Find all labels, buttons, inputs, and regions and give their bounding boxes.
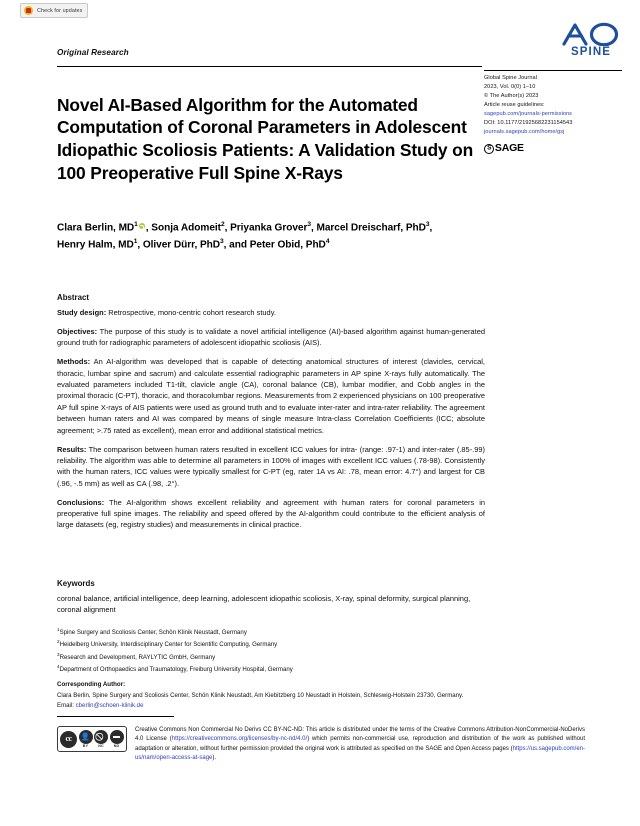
license-text [135,726,585,764]
cc-main-col [60,731,77,748]
cc-nc-col [94,730,108,749]
affiliation-text: Spine Surgery and Scoliosis Center, Schön Klinik Neustadt, Germany [59,629,247,637]
header-rule [57,66,482,67]
nd-caption: ND [113,744,120,749]
ao-spine-logo [560,22,622,59]
nd-icon [110,730,124,744]
author-name-1: Clara Berlin, MD [57,222,135,234]
nc-icon [94,730,108,744]
by-icon: 👤 [79,730,93,744]
affiliation-number: 3 [57,651,60,657]
journal-reuse-guidelines: Article reuse guidelines: [484,102,545,109]
author-affil-ref-6: 3 [220,237,224,245]
journal-copyright: © The Author(s) 2023 [484,93,539,100]
author-affil-ref-4: 3 [425,221,430,228]
keywords-text: coronal balance, artificial intelligence, deep learning, adolescent idiopathic scoliosis, X-ray, spinal deformity, surgical planning, coronal alignment [57,594,471,615]
affiliation-item [57,651,487,663]
methods-label: Methods: [57,357,91,367]
doi-text: DOI: 10.1177/21925682231154543 [484,120,573,127]
affiliation-number: 2 [57,639,60,645]
permissions-link[interactable]: sagepub.com/journals-permissions [484,111,573,118]
affiliation-item [57,638,487,650]
nc-caption: NC [98,744,104,749]
affiliation-item [57,663,487,675]
author-affil-ref-1: 1 [134,221,138,228]
abstract-objectives [57,326,485,349]
author-name-4: , Marcel Dreischarf, PhD [310,222,426,234]
author-affil-ref-2: 2 [220,221,225,228]
abstract-conclusions [57,497,485,531]
page-title: Novel AI-Based Algorithm for the Automated Computation of Coronal Parameters in Adolescent Idiopathic Scoliosis Patients: A Validation Study on 100 Preoperative Full Spine X-Rays [57,94,474,183]
corresponding-author-block [57,680,587,712]
license-url-link[interactable]: https://creativecommons.org/licenses/by-nc-nd/4.0/ [171,736,308,743]
running-head: Original Research [57,48,129,57]
journal-meta-rule [484,70,622,71]
abstract-heading: Abstract [57,293,90,302]
affiliation-item [57,626,487,638]
license-rule [57,716,174,717]
abstract-section [57,292,485,531]
sage-circle-icon [484,144,494,154]
affiliation-text: Department of Orthopaedics and Traumatology, Freiburg University Hospital, Germany [59,666,293,674]
author-name-7: , and Peter Obid, PhD [223,239,326,251]
keywords-heading: Keywords [57,579,95,588]
corresponding-author-email-row [57,701,587,711]
study-design-text: Retrospective, mono-centric cohort research study. [106,308,276,318]
sage-wordmark: SAGE [494,142,524,155]
methods-text: An AI-algorithm was developed that is capable of detecting anatomical structures of interest (clavicles, cervical, thoracic, lumbar spine and sacrum) and calculate essential radiographic parameters in AP spine X-rays fully automatically. The evaluated parameters included T1-tilt, clavicle angle (CA), coronal balance (CB), lumbar modifier, and Cobb angles in the proximal thoracic (C-PT), thoracic, and thoracolumbar regions. Measurements from 2 experienced physicians on 100 preoperative AP full spine X-rays of AIS patients were used as ground truth and to evaluate inter-rater and intra-rater reliability. The agreement between human raters and AI was compared by means of single measure Intra-class Correlation Coefficients (ICC; absolute agreement; >.75 rated as excellent), mean error and additional statistical metrics. [57,357,485,435]
ao-spine-subword: SPINE [570,46,611,58]
results-text: The comparison between human raters resulted in excellent ICC values for intra- (range: .97-1) and inter-rater (.85-.99) reliability. The algorithm was able to determine all parameters in 100% of images with excellent ICC values (.78-98). Consistently with the human raters, ICC values were typically smallest for C-PT (eg, rater 1A vs AI: .78, mean error: 4.7°) and largest for CB (.96, -.5 mm) as well as CA (.98, .2°). [57,444,485,488]
crossmark-icon [24,6,33,15]
abstract-study-design [57,307,485,318]
journal-metadata [484,74,634,157]
corresponding-author-address: Clara Berlin, Spine Surgery and Scoliosis Center, Schön Klinik Neustadt, Am Kiebitzberg 10 Neustadt in Holstein, Schleswig-Holstein 23730, Germany. [57,691,464,699]
check-for-updates-button[interactable] [20,3,88,18]
author-name-3: , Priyanka Grover [224,222,308,234]
conclusions-text: The AI-algorithm shows excellent reliability and agreement with human raters for coronal parameters in preoperative full spine images. The reliability and speed offered by the AI-algorithm could contribute to the efficient analysis of large datasets (eg, registry studies) and measurements in clinical practice. [57,497,485,530]
license-part-3: ). [212,755,217,762]
email-link[interactable]: cberlin@schoen-klinik.de [75,702,144,710]
email-label: Email: [57,702,76,710]
affiliation-text: Heidelberg University, Interdisciplinary Center for Scientific Computing, Germany [59,641,278,649]
cc-by-col [79,730,93,749]
cc-icon: cc [60,731,77,748]
author-affil-ref-7: 4 [325,237,330,245]
author-affil-ref-5: 1 [133,237,138,245]
author-name-2: , Sonja Adomeit [145,222,221,234]
cc-nd-col [110,730,124,749]
license-part-2: ) which permits non-commercial use, reproduction and distribution of the work as published without adaptation or alteration, without further permission provided the original work is attributed as specified on the SAGE and Open Access pages ( [135,736,585,752]
journal-homepage-link[interactable]: journals.sagepub.com/home/gsj [484,129,565,136]
affiliations-list [57,626,487,675]
affiliation-number: 4 [57,664,60,670]
author-line-separator: , [429,222,433,234]
author-name-6: , Oliver Dürr, PhD [137,239,221,251]
conclusions-label: Conclusions: [57,497,105,507]
journal-volume: 2023, Vol. 0(0) 1–10 [484,84,536,91]
study-design-label: Study design: [57,308,107,318]
by-caption: BY [82,744,89,749]
license-part-1: Creative Commons Non Commercial No Derivs CC BY-NC-ND: This article is distributed under the terms of the Creative Commons Attribution-NonCommercial-NoDerivs 4.0 License ( [135,727,585,743]
check-for-updates-label: Check for updates [37,7,83,14]
orcid-icon[interactable] [139,223,145,229]
license-block [57,726,585,764]
author-name-5: Henry Halm, MD [57,239,134,251]
ao-wordmark-icon [562,22,620,46]
abstract-results [57,444,485,490]
sage-logo [484,140,634,157]
open-access-url-link[interactable]: https://us.sagepub.com/en-us/nam/open-access-at-sage [135,745,585,762]
author-affil-ref-3: 3 [307,221,311,228]
affiliation-number: 1 [57,627,60,632]
affiliation-text: Research and Development, RAYLYTIC GmbH, Germany [59,653,216,661]
journal-name: Global Spine Journal [484,75,537,81]
creative-commons-badge[interactable] [57,726,127,752]
results-label: Results: [57,444,87,454]
abstract-methods [57,356,485,436]
corresponding-author-heading: Corresponding Author: [57,681,126,688]
objectives-text: The purpose of this study is to validate a novel artificial intelligence (AI)-based algorithm against human-generated ground truth for radiographic parameters of adolescent idiopathic scoliosis (AIS). [57,326,485,348]
keywords-section [57,578,485,616]
author-list [57,220,487,253]
objectives-label: Objectives: [57,326,98,336]
